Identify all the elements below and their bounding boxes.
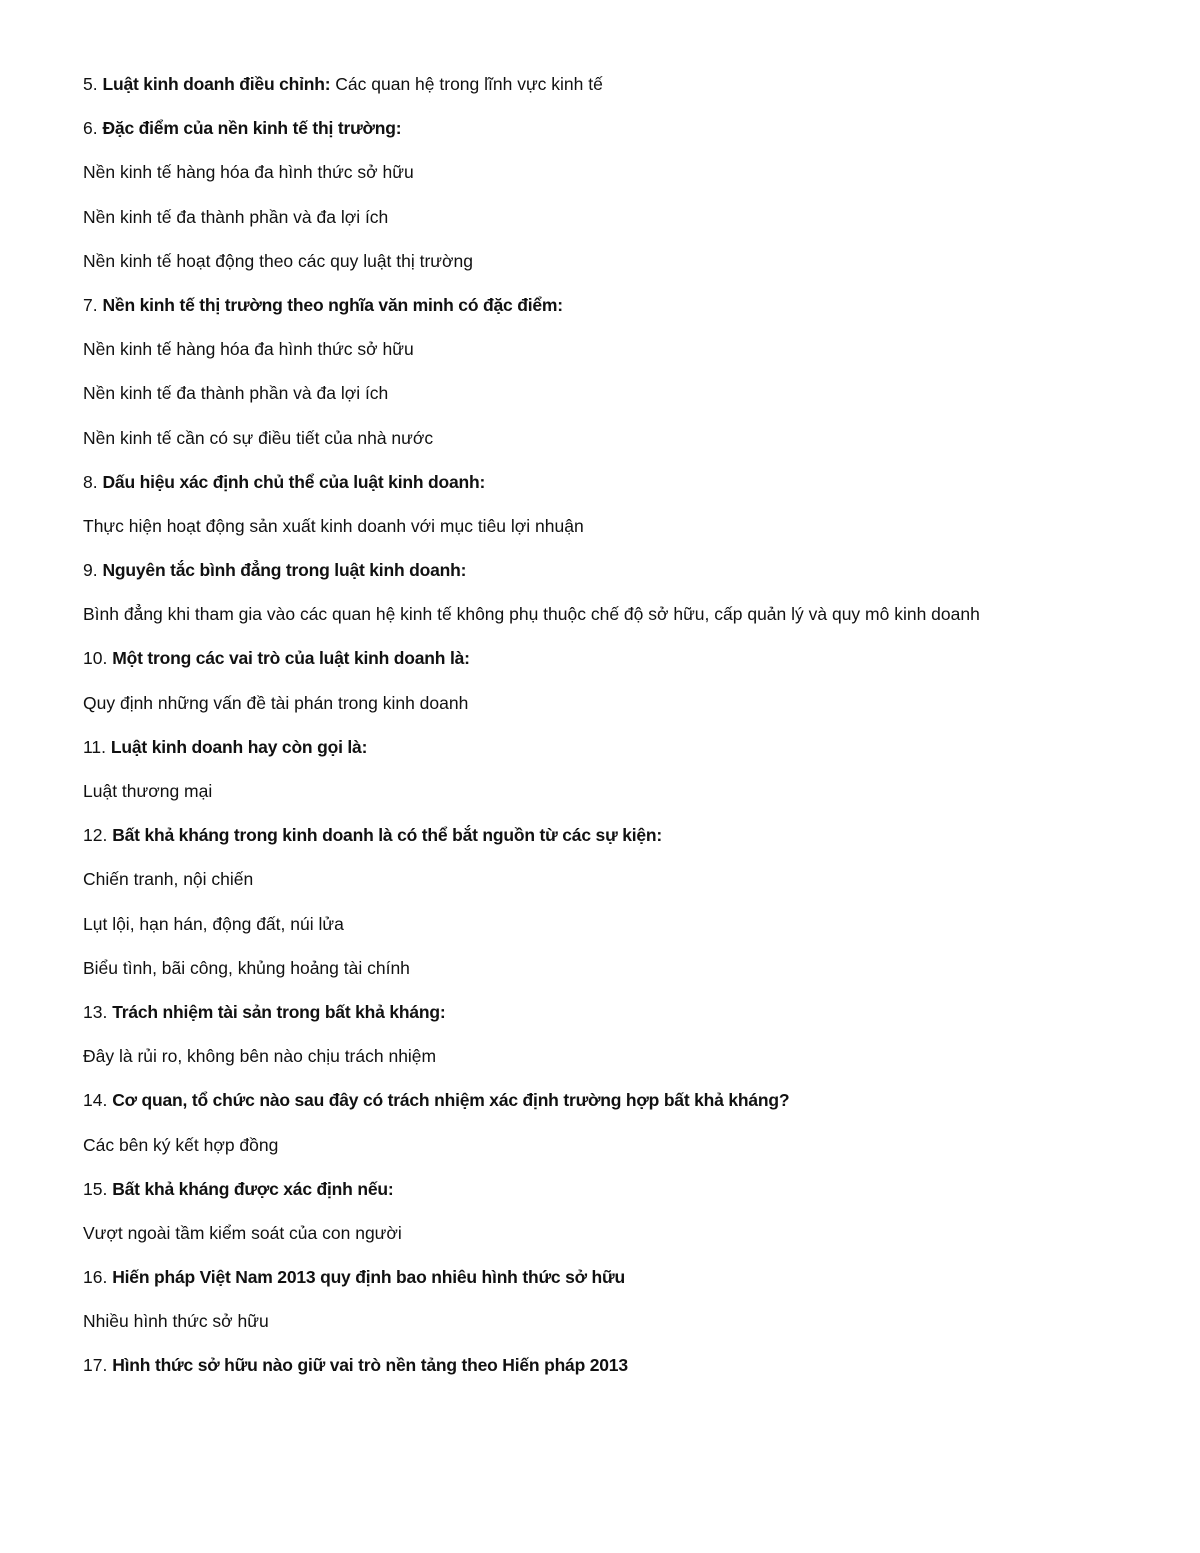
question-text: Hình thức sở hữu nào giữ vai trò nền tảng theo Hiến pháp 2013 bbox=[112, 1355, 628, 1376]
answer-line: Nền kinh tế hoạt động theo các quy luật thị trường bbox=[83, 250, 473, 271]
answer-line: Luật thương mại bbox=[83, 781, 213, 801]
question-text: Bất khả kháng trong kinh doanh là có thể bắt nguồn từ các sự kiện: bbox=[112, 825, 663, 846]
question-text: Luật kinh doanh điều chỉnh: bbox=[102, 74, 331, 94]
question-number: 15. bbox=[83, 1178, 108, 1199]
question-line bbox=[83, 821, 1173, 865]
question-text: Bất khả kháng được xác định nếu: bbox=[112, 1178, 394, 1199]
question-text: Trách nhiệm tài sản trong bất khả kháng: bbox=[112, 1001, 446, 1022]
answer-line: Nền kinh tế cần có sự điều tiết của nhà nước bbox=[83, 427, 434, 448]
question-line bbox=[83, 644, 1173, 688]
question-line bbox=[83, 1175, 1173, 1219]
question-line bbox=[83, 291, 1173, 335]
question-number: 14. bbox=[83, 1090, 108, 1111]
question-text: Cơ quan, tổ chức nào sau đây có trách nhiệm xác định trường hợp bất khả kháng? bbox=[112, 1090, 790, 1111]
answer-line: Nhiều hình thức sở hữu bbox=[83, 1311, 269, 1332]
question-text: Nền kinh tế thị trường theo nghĩa văn minh có đặc điểm: bbox=[102, 294, 563, 315]
question-number: 6. bbox=[83, 118, 98, 139]
question-number: 12. bbox=[83, 825, 108, 846]
question-line bbox=[83, 1263, 1173, 1307]
answer-line: Nền kinh tế hàng hóa đa hình thức sở hữu bbox=[83, 162, 414, 183]
question-number: 16. bbox=[83, 1267, 108, 1288]
question-number: 9. bbox=[83, 560, 98, 581]
answer-line: Nền kinh tế đa thành phần và đa lợi ích bbox=[83, 383, 389, 404]
answer-line: Thực hiện hoạt động sản xuất kinh doanh với mục tiêu lợi nhuận bbox=[83, 515, 584, 536]
question-line bbox=[83, 998, 1173, 1042]
answer-line: Lụt lội, hạn hán, động đất, núi lửa bbox=[83, 913, 344, 934]
question-number: 7. bbox=[83, 294, 98, 315]
question-line bbox=[83, 114, 1173, 158]
question-text: Nguyên tắc bình đẳng trong luật kinh doanh: bbox=[102, 560, 467, 581]
question-line bbox=[83, 733, 1173, 777]
answer-line: Bình đẳng khi tham gia vào các quan hệ kinh tế không phụ thuộc chế độ sở hữu, cấp quản lý và quy mô kinh doanh bbox=[83, 604, 980, 625]
question-line bbox=[83, 556, 1173, 600]
question-number: 10. bbox=[83, 648, 108, 669]
answer-line: Đây là rủi ro, không bên nào chịu trách nhiệm bbox=[83, 1046, 437, 1067]
question-number: 17. bbox=[83, 1355, 108, 1376]
question-text: Dấu hiệu xác định chủ thể của luật kinh doanh: bbox=[102, 471, 486, 492]
answer-line: Quy định những vấn đề tài phán trong kinh doanh bbox=[83, 692, 469, 713]
question-number: 11. bbox=[83, 736, 107, 757]
answer-line: Nền kinh tế đa thành phần và đa lợi ích bbox=[83, 206, 389, 227]
question-text: Hiến pháp Việt Nam 2013 quy định bao nhiêu hình thức sở hữu bbox=[112, 1267, 626, 1288]
question-line bbox=[83, 70, 1173, 114]
answer-line: Nền kinh tế hàng hóa đa hình thức sở hữu bbox=[83, 339, 414, 360]
answer-line: Vượt ngoài tầm kiểm soát của con người bbox=[83, 1222, 402, 1243]
document-page bbox=[83, 70, 1173, 1396]
answer-text: Các quan hệ trong lĩnh vực kinh tế bbox=[335, 74, 603, 94]
question-line bbox=[83, 1086, 1173, 1130]
answer-line: Biểu tình, bãi công, khủng hoảng tài chính bbox=[83, 957, 410, 978]
question-text: Một trong các vai trò của luật kinh doanh là: bbox=[112, 648, 470, 669]
answer-line: Các bên ký kết hợp đồng bbox=[83, 1134, 279, 1155]
question-number: 8. bbox=[83, 471, 98, 492]
question-text: Đặc điểm của nền kinh tế thị trường: bbox=[102, 118, 402, 139]
question-line bbox=[83, 468, 1173, 512]
question-text: Luật kinh doanh hay còn gọi là: bbox=[110, 736, 368, 757]
question-line bbox=[83, 1351, 1173, 1395]
question-number: 13. bbox=[83, 1001, 108, 1022]
question-number: 5. bbox=[83, 74, 98, 94]
answer-line: Chiến tranh, nội chiến bbox=[83, 869, 254, 890]
